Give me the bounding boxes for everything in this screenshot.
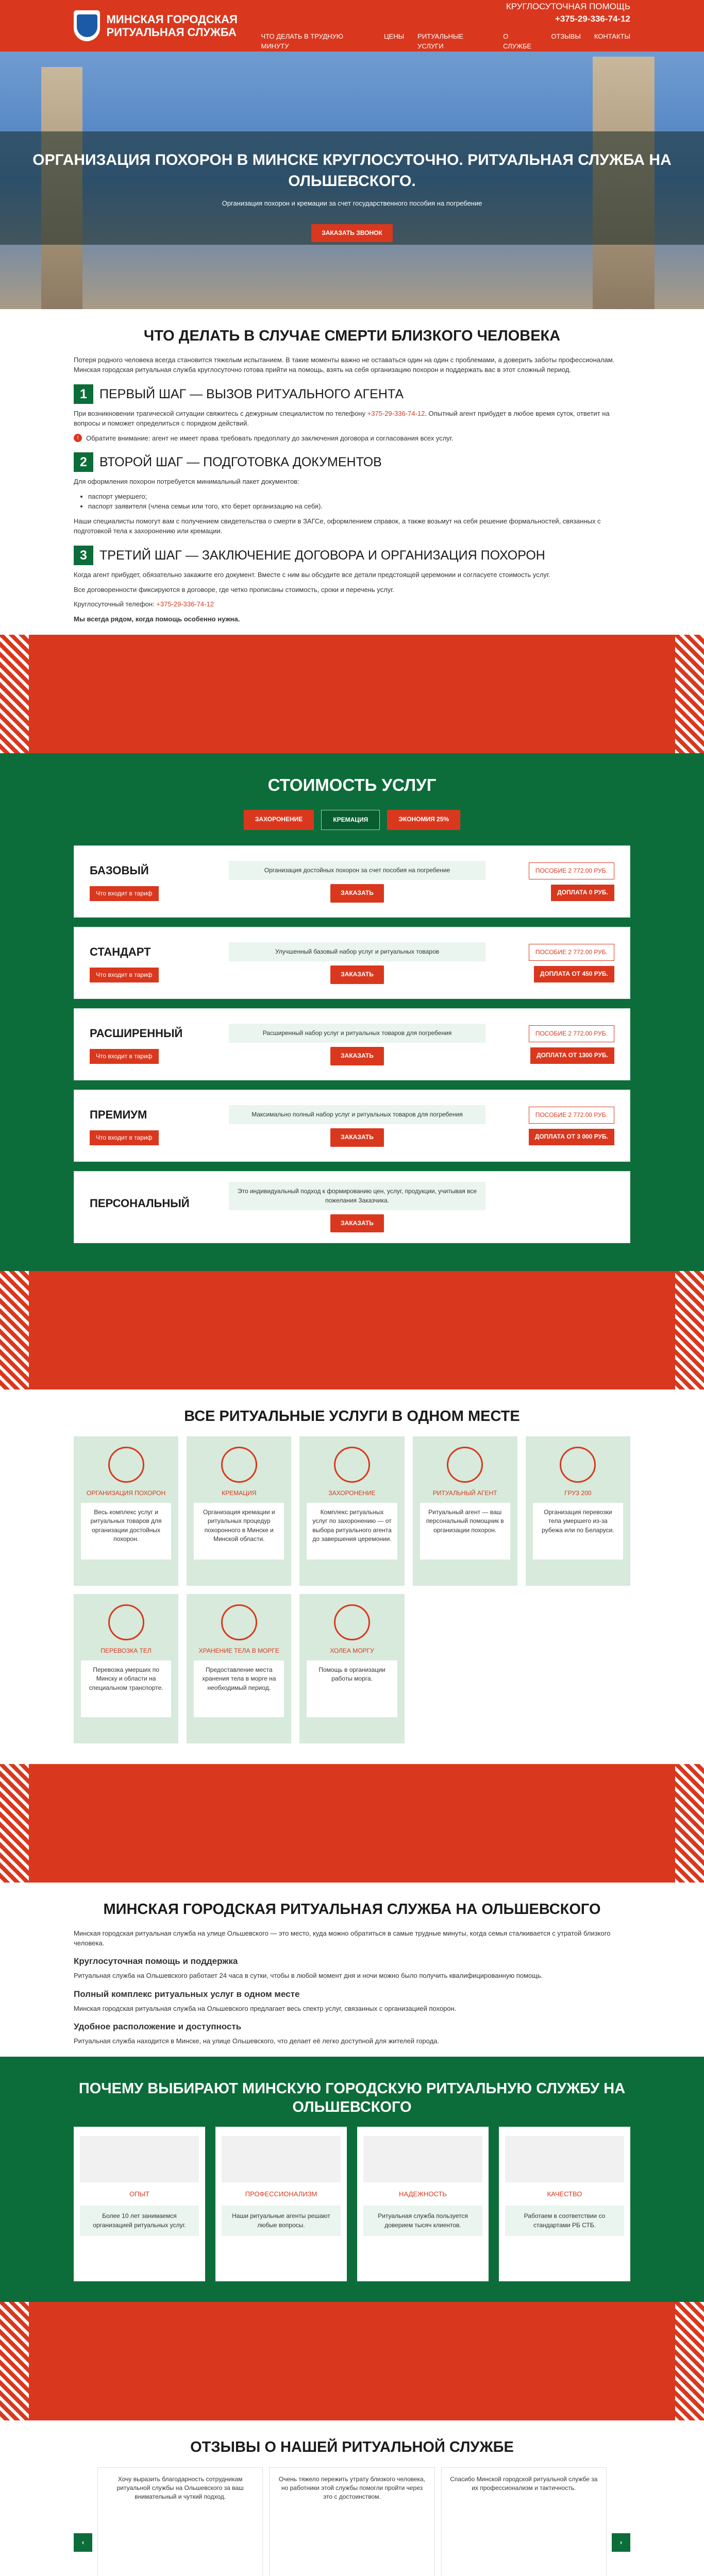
surcharge-badge: ДОПЛАТА ОТ 3 000 РУБ.	[529, 1129, 614, 1145]
service-card[interactable]	[74, 1436, 178, 1586]
step-title: ВТОРОЙ ШАГ — ПОДГОТОВКА ДОКУМЕНТОВ	[99, 455, 382, 470]
professional-icon	[222, 2136, 341, 2182]
tariff-details-button[interactable]: Что входит в тариф	[90, 1049, 159, 1064]
ornament-banner	[0, 2302, 704, 2420]
why-card	[499, 2127, 630, 2281]
price-card	[74, 845, 630, 918]
pricing-title: СТОИМОСТЬ УСЛУГ	[267, 775, 437, 795]
tab-savings[interactable]: ЭКОНОМИЯ 25%	[387, 810, 460, 830]
price-card	[74, 1090, 630, 1162]
tariff-details-button[interactable]: Что входит в тариф	[90, 1130, 159, 1145]
order-button[interactable]: ЗАКАЗАТЬ	[330, 1128, 384, 1146]
step-title: ПЕРВЫЙ ШАГ — ВЫЗОВ РИТУАЛЬНОГО АГЕНТА	[99, 386, 404, 401]
review-text: Очень тяжело пережить утрату близкого человека, но работники этой службы помогли пройти через это с достоинством.	[269, 2467, 434, 2576]
storage-icon	[221, 1604, 257, 1640]
service-title: КРЕМАЦИЯ	[222, 1489, 257, 1497]
service-card[interactable]	[187, 1436, 291, 1586]
service-desc: Предоставление места хранения тела в морге на необходимый период.	[194, 1660, 284, 1717]
about-text: Ритуальная служба на Ольшевского работает 24 часа в сутки, чтобы в любой момент дня и ночи можно было получить квалифицированную помощь.	[74, 1972, 543, 1980]
why-card-desc: Наши ритуальные агенты решают любые вопросы.	[222, 2206, 341, 2236]
why-card	[215, 2127, 347, 2281]
why-card	[74, 2127, 205, 2281]
allowance-badge: ПОСОБИЕ 2 772.00 РУБ.	[529, 862, 614, 879]
ornament-banner	[0, 1764, 704, 1883]
service-desc: Ритуальный агент — ваш персональный помощник в организации похорон.	[420, 1503, 510, 1560]
reviews-section	[74, 2438, 630, 2576]
nav-item-reviews[interactable]: ОТЗЫВЫ	[551, 32, 581, 40]
review-text: Спасибо Минской городской ритуальной службе за их профессионализм и тактичность.	[441, 2467, 607, 2576]
surcharge-badge: ДОПЛАТА 0 РУБ.	[551, 885, 614, 901]
why-card-desc: Работаем в соответствии со стандартами РБ СТБ.	[505, 2206, 624, 2236]
tab-cremation[interactable]: КРЕМАЦИЯ	[321, 810, 380, 830]
nav-item-services[interactable]: РИТУАЛЬНЫЕ УСЛУГИ	[417, 32, 464, 50]
allowance-badge: ПОСОБИЕ 2 772.00 РУБ.	[529, 1107, 614, 1124]
why-card-title: ПРОФЕССИОНАЛИЗМ	[245, 2190, 317, 2198]
service-card[interactable]	[299, 1436, 404, 1586]
hero-title: ОРГАНИЗАЦИЯ ПОХОРОН В МИНСКЕ КРУГЛОСУТОЧНО. РИТУАЛЬНАЯ СЛУЖБА НА ОЛЬШЕВСКОГО.	[32, 151, 672, 190]
phone-label: Круглосуточный телефон:	[74, 600, 155, 608]
hotline-label: КРУГЛОСУТОЧНАЯ ПОМОЩЬ	[506, 1, 630, 11]
contact-phone[interactable]: +375-29-336-74-12	[156, 600, 214, 608]
why-card-title: КАЧЕСТВО	[547, 2190, 582, 2198]
step-text: Когда агент прибудет, обязательно закажите его документ. Вместе с ним вы обсудите все детали предстоящей церемонии и согласуете стоимость услуг.	[74, 570, 550, 579]
step-text: Все договоренности фиксируются в договоре, где четко прописаны стоимость, сроки и перечень услуг.	[74, 585, 394, 594]
price-card	[74, 927, 630, 999]
header	[0, 0, 704, 52]
steps-title: ЧТО ДЕЛАТЬ В СЛУЧАЕ СМЕРТИ БЛИЗКОГО ЧЕЛОВЕКА	[143, 328, 561, 344]
services-section	[74, 1407, 630, 1743]
step-number: 1	[74, 384, 93, 404]
surcharge-badge: ДОПЛАТА ОТ 450 РУБ.	[534, 966, 614, 982]
service-desc: Организация перевозки тела умершего из-за рубежа или по Беларуси.	[533, 1503, 623, 1560]
service-desc: Весь комплекс услуг и ритуальных товаров для организации достойных похорон.	[81, 1503, 171, 1560]
callback-button[interactable]: ЗАКАЗАТЬ ЗВОНОК	[311, 224, 393, 242]
burial-icon	[334, 1447, 370, 1483]
service-card[interactable]	[526, 1436, 630, 1586]
logo-icon	[74, 10, 100, 41]
surcharge-badge: ДОПЛАТА ОТ 1300 РУБ.	[530, 1047, 614, 1063]
about-subtitle: Полный комплекс ритуальных услуг в одном месте	[74, 1989, 300, 1999]
tariff-name: СТАНДАРТ	[90, 945, 151, 958]
main-nav	[261, 32, 630, 52]
step-text: Наши специалисты помогут вам с получением свидетельства о смерти в ЗАГСе, оформлением справок, а также возьмут на себя решение формальностей, связанных с подготовкой тела к захоронению или кремации.	[74, 517, 601, 535]
funeral-icon	[108, 1447, 144, 1483]
list-item: • паспорт заявителя (члена семьи или того, кто берет организацию на себя).	[88, 502, 630, 512]
tariff-name: РАСШИРЕННЫЙ	[90, 1026, 183, 1040]
service-desc: Организация кремации и ритуальных процедур похоронного в Минске и Минской области.	[194, 1503, 284, 1560]
price-card	[74, 1008, 630, 1080]
tariff-name: БАЗОВЫЙ	[90, 863, 149, 877]
order-button[interactable]: ЗАКАЗАТЬ	[330, 1214, 384, 1232]
order-button[interactable]: ЗАКАЗАТЬ	[330, 884, 384, 902]
about-subtitle: Круглосуточная помощь и поддержка	[74, 1956, 238, 1967]
step-number: 3	[74, 546, 93, 565]
support-note: Мы всегда рядом, когда помощь особенно нужна.	[74, 615, 240, 623]
tariff-description: Максимально полный набор услуг и ритуальных товаров для погребения	[229, 1105, 485, 1124]
cargo-icon	[560, 1447, 596, 1483]
steps-section: ЧТО ДЕЛАТЬ В СЛУЧАЕ СМЕРТИ БЛИЗКОГО ЧЕЛОВЕКА Потеря родного человека всегда становится тяжелым испытанием. В такие моменты важно не оставаться один на один с проблемами, а доверить заботы профессионалам. Минская городская ритуальная служба круглосуточно готова прийти на помощь, взять на себя организацию похорон и поддержать вас в этот сложный период. 1 ПЕРВЫЙ ШАГ — ВЫЗОВ РИТУАЛЬНОГО АГЕНТА При возникновении трагической ситуации свяжитесь с дежурным специалистом по телефону +375-29-336-74-12. Опытный агент прибудет в любое время суток, ответит на вопросы и поможет определиться с порядком действий. ! Обратите внимание: агент не имеет права требовать предоплату до заключения договора и согласования всех услуг. 2 ВТОРОЙ ШАГ — ПОДГОТОВКА ДОКУМЕНТОВ Для оформления похорон потребуется минимальный пакет документов: • паспорт умершего; • паспорт заявителя (члена семьи или того, кто берет организацию на себя). Наши специалисты помогут вам с получением свидетельства о смерти в ЗАГСе, оформлением справок, а также возьмут на себя решение формальностей, связанных с подготовкой тела к захоронению или кремации. 3 ТРЕТИЙ ШАГ — ЗАКЛЮЧЕНИЕ ДОГОВОРА И ОРГАНИЗАЦИЯ ПОХОРОН Когда агент прибудет, обязательно закажите его документ. Вместе с ним вы обсудите все детали предстоящей церемонии и согласуете стоимость услуг. Все договоренности фиксируются в договоре, где четко прописаны стоимость, сроки и перечень услуг. Круглосуточный телефон: +375-29-336-74-12 Мы всегда рядом, когда помощь особенно нужна.	[74, 327, 630, 624]
morgue-icon	[334, 1604, 370, 1640]
review-card	[269, 2467, 434, 2576]
order-button[interactable]: ЗАКАЗАТЬ	[330, 1047, 384, 1065]
service-title: ПЕРЕВОЗКА ТЕЛ	[100, 1647, 152, 1654]
list-item: • паспорт умершего;	[88, 492, 630, 502]
about-text: Минская городская ритуальная служба на улице Ольшевского — это место, куда можно обратиться в самые трудные минуты, когда семья сталкивается с утратой близкого человека.	[74, 1929, 611, 1947]
allowance-badge: ПОСОБИЕ 2 772.00 РУБ.	[529, 944, 614, 961]
price-card	[74, 1171, 630, 1243]
about-subtitle: Удобное расположение и доступность	[74, 2022, 242, 2032]
tariff-description: Организация достойных похорон за счет пособия на погребение	[229, 861, 485, 880]
transport-icon	[108, 1604, 144, 1640]
info-icon: !	[74, 434, 82, 442]
tariff-description: Это индивидуальный подход к формированию цен, услуг, продукции, учитывая все пожелания Заказчика.	[229, 1182, 485, 1210]
service-title: РИТУАЛЬНЫЙ АГЕНТ	[432, 1489, 497, 1497]
why-card-title: ОПЫТ	[129, 2190, 149, 2198]
hero-subtitle: Организация похорон и кремации за счет государственного пособия на погребение	[222, 199, 482, 207]
why-card	[357, 2127, 489, 2281]
header-phone[interactable]: +375-29-336-74-12	[555, 14, 630, 24]
tariff-description: Расширенный набор услуг и ритуальных товаров для погребения	[229, 1024, 485, 1043]
allowance-badge: ПОСОБИЕ 2 772.00 РУБ.	[529, 1025, 614, 1042]
step-phone[interactable]: +375-29-336-74-12	[367, 409, 425, 417]
step-title: ТРЕТИЙ ШАГ — ЗАКЛЮЧЕНИЕ ДОГОВОРА И ОРГАНИЗАЦИЯ ПОХОРОН	[99, 548, 545, 563]
about-text: Ритуальная служба находится в Минске, на улице Ольшевского, что делает её легко доступной для жителей города.	[74, 2037, 440, 2045]
steps-intro: Потеря родного человека всегда становится тяжелым испытанием. В такие моменты важно не оставаться один на один с проблемами, а доверить заботы профессионалам. Минская городская ритуальная служба круглосуточно готова прийти на помощь, взять на себя организацию похорон и поддержать вас в этот сложный период.	[74, 356, 615, 374]
reliability-icon	[363, 2136, 482, 2182]
step-note: Обратите внимание: агент не имеет права требовать предоплату до заключения договора и согласования всех услуг.	[86, 434, 454, 442]
service-card[interactable]	[74, 1594, 178, 1743]
step-text: Опытный агент прибудет в любое время суток, ответит на вопросы и поможет определиться с порядком действий.	[74, 409, 610, 427]
cremation-icon	[221, 1447, 257, 1483]
service-title: ХРАНЕНИЕ ТЕЛА В МОРГЕ	[198, 1647, 279, 1654]
review-card	[441, 2467, 607, 2576]
experience-icon	[80, 2136, 199, 2182]
tariff-name: ПЕРСОНАЛЬНЫЙ	[90, 1197, 190, 1210]
tariff-name: ПРЕМИУМ	[90, 1108, 147, 1121]
brand[interactable]	[74, 10, 261, 41]
why-card-desc: Более 10 лет занимаемся организацией ритуальных услуг.	[80, 2206, 199, 2236]
service-card[interactable]	[187, 1594, 291, 1743]
review-card	[97, 2467, 263, 2576]
tariff-description: Улучшенный базовый набор услуг и ритуальных товаров	[229, 942, 485, 961]
nav-item-about[interactable]: О СЛУЖБЕ	[503, 32, 532, 50]
service-title: ЗАХОРОНЕНИЕ	[328, 1489, 376, 1497]
about-title: МИНСКАЯ ГОРОДСКАЯ РИТУАЛЬНАЯ СЛУЖБА НА ОЛЬШЕВСКОГО	[103, 1901, 601, 1918]
service-desc: Перевозка умерших по Минску и области на специальном транспорте.	[81, 1660, 171, 1717]
nav-item-contacts[interactable]: КОНТАКТЫ	[594, 32, 630, 40]
services-title: ВСЕ РИТУАЛЬНЫЕ УСЛУГИ В ОДНОМ МЕСТЕ	[184, 1408, 520, 1425]
why-card-title: НАДЕЖНОСТЬ	[399, 2190, 447, 2198]
service-card[interactable]	[299, 1594, 404, 1743]
quality-icon	[505, 2136, 624, 2182]
service-title: ОРГАНИЗАЦИЯ ПОХОРОН	[87, 1489, 166, 1497]
ornament-banner	[0, 635, 704, 753]
why-card-desc: Ритуальная служба пользуется доверием тысяч клиентов.	[363, 2206, 482, 2236]
step-text: При возникновении трагической ситуации свяжитесь с дежурным специалистом по телефону	[74, 409, 365, 417]
step-text: Для оформления похорон потребуется минимальный пакет документов:	[74, 478, 299, 486]
tariff-details-button[interactable]: Что входит в тариф	[90, 886, 159, 901]
service-desc: Комплекс ритуальных услуг по захоронению — от выбора ритуального агента до завершения церемонии.	[307, 1503, 397, 1560]
reviews-title: ОТЗЫВЫ О НАШЕЙ РИТУАЛЬНОЙ СЛУЖБЕ	[190, 2439, 514, 2456]
about-section	[74, 1900, 630, 2046]
hero	[0, 52, 704, 309]
step-number: 2	[74, 452, 93, 472]
agent-icon	[447, 1447, 483, 1483]
order-button[interactable]: ЗАКАЗАТЬ	[330, 965, 384, 984]
service-card[interactable]	[413, 1436, 517, 1586]
service-desc: Помощь в организации работы морга.	[307, 1660, 397, 1717]
brand-name: МИНСКАЯ ГОРОДСКАЯ РИТУАЛЬНАЯ СЛУЖБА	[106, 12, 238, 39]
tab-burial[interactable]: ЗАХОРОНЕНИЕ	[244, 810, 314, 830]
tariff-details-button[interactable]: Что входит в тариф	[90, 968, 159, 982]
pricing-section	[0, 753, 704, 1271]
service-title: ГРУЗ 200	[564, 1489, 592, 1497]
review-text: Хочу выразить благодарность сотрудникам ритуальной службы на Ольшевского за ваш внимательный и чуткий подход.	[97, 2467, 263, 2576]
about-text: Минская городская ритуальная служба на Ольшевского предлагает весь спектр услуг, связанных с организацией похорон.	[74, 2004, 457, 2012]
service-title: ХОЛЕА МОРГУ	[330, 1647, 374, 1654]
why-title: ПОЧЕМУ ВЫБИРАЮТ МИНСКУЮ ГОРОДСКУЮ РИТУАЛЬНУЮ СЛУЖБУ НА ОЛЬШЕВСКОГО	[78, 2080, 626, 2116]
why-section	[0, 2057, 704, 2302]
nav-item-prices[interactable]: ЦЕНЫ	[383, 32, 405, 40]
ornament-banner	[0, 1271, 704, 1389]
next-arrow-icon[interactable]: ›	[612, 2533, 630, 2552]
prev-arrow-icon[interactable]: ‹	[74, 2533, 92, 2552]
nav-item-help[interactable]: ЧТО ДЕЛАТЬ В ТРУДНУЮ МИНУТУ	[261, 32, 343, 50]
